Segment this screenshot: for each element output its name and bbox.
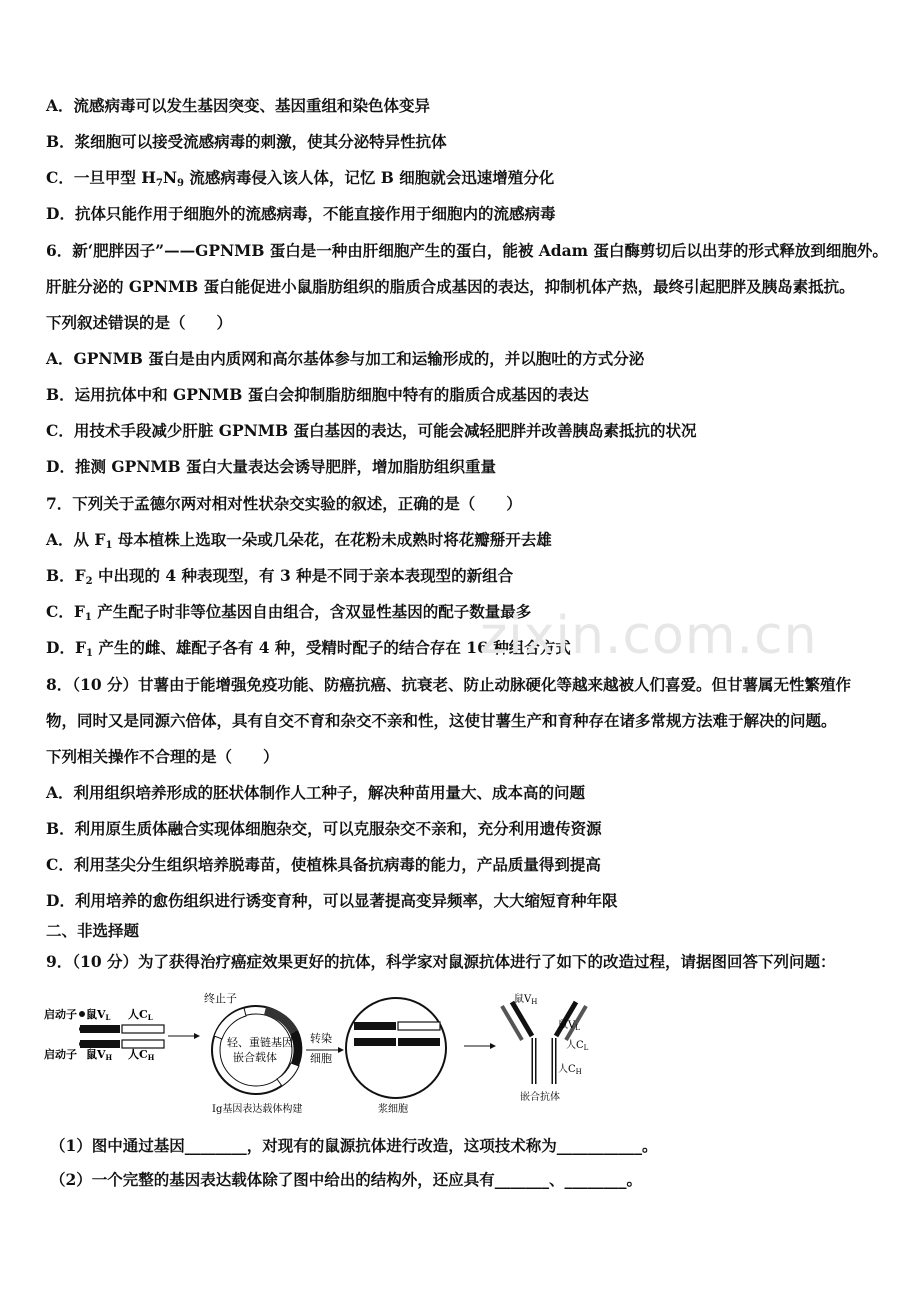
human-ch-segment: [122, 1040, 164, 1048]
promoter-label-top: 启动子: [44, 1008, 77, 1021]
q6-stem-line1: 6．新‘肥胖因子”——GPNMB 蛋白是一种由肝细胞产生的蛋白，能被 Adam 蛋白酶剪切后以出芽的形式释放到细胞外。: [46, 241, 888, 260]
arrow-1: [168, 1033, 200, 1039]
q8-option-d: D．利用培养的愈伤组织进行诱变育种，可以显著提高变异频率，大大缩短育种年限: [46, 891, 618, 910]
q9-subquestion-2: （2）一个完整的基因表达载体除了图中给出的结构外，还应具有_______、________。: [50, 1170, 643, 1189]
q8-option-c: C．利用茎尖分生组织培养脱毒苗，使植株具备抗病毒的能力，产品质量得到提高: [46, 855, 601, 874]
transfect-label-1: 转染: [310, 1032, 332, 1045]
q5-option-d: D．抗体只能作用于细胞外的流感病毒，不能直接作用于细胞内的流感病毒: [46, 204, 556, 223]
q5-option-a: A．流感病毒可以发生基因突变、基因重组和染色体变异: [46, 96, 431, 115]
plasma-cell: [346, 998, 446, 1115]
transfect-label-2: 细胞: [310, 1052, 332, 1065]
vector-label-line1: 轻、重链基因: [227, 1036, 293, 1049]
antibody-engineering-diagram: [44, 988, 604, 1120]
q9-subquestion-1: （1）图中通过基因________，对现有的鼠源抗体进行改造，这项技术称为___________。: [50, 1136, 658, 1155]
vector-label-line2: 嵌合载体: [233, 1051, 277, 1064]
q7-option-b: B．$F_2$ 中出现的 4 种表现型，有 3 种是不同于亲本表现型的新组合: [46, 566, 514, 587]
watermark: zixin.com.cn: [480, 606, 818, 666]
promoter-dot-bottom: [79, 1041, 85, 1047]
transfection-step: [306, 1031, 344, 1065]
promoter-dot-mid: [79, 1026, 85, 1032]
mouse-vl-segment: [80, 1025, 120, 1033]
antibody-mouse-vh-label: 鼠$V_H$: [514, 994, 538, 1006]
q6-stem-line2: 肝脏分泌的 GPNMB 蛋白能促进小鼠脂肪组织的脂质合成基因的表达，抑制机体产热，最终引起肥胖及胰岛素抵抗。: [46, 277, 855, 296]
q9-stem: 9．（10 分）为了获得治疗癌症效果更好的抗体，科学家对鼠源抗体进行了如下的改造过程，请据图回答下列问题：: [46, 952, 836, 971]
mouse-vh-segment: [80, 1040, 120, 1048]
q7-option-d: D．$F_1$ 产生的雌、雄配子各有 4 种，受精时配子的结合存在 16 种组合方式: [46, 638, 571, 659]
q7-option-c: C．$F_1$ 产生配子时非等位基因自由组合，含双显性基因的配子数量最多: [46, 602, 532, 623]
mouse-vl-label: 鼠VL: [86, 1008, 111, 1022]
antibody-caption: 嵌合抗体: [520, 1092, 560, 1103]
section-title: 二、非选择题: [46, 921, 140, 940]
promoter-dot-top: [79, 1011, 85, 1017]
q5-option-b: B．浆细胞可以接受流感病毒的刺激，使其分泌特异性抗体: [46, 132, 447, 151]
arrow-2: [464, 1043, 496, 1049]
q8-stem-line3: 下列相关操作不合理的是（ ）: [46, 747, 279, 766]
plasmid-vector: [204, 991, 302, 1115]
q8-option-b: B．利用原生质体融合实现体细胞杂交，可以克服杂交不亲和，充分利用遗传资源: [46, 819, 602, 838]
q5-option-c: C．一旦甲型 $H_7N_9$ 流感病毒侵入该人体，记忆 B 细胞就会迅速增殖分化: [46, 168, 555, 189]
antibody-human-ch-label: 人$C_H$: [558, 1064, 582, 1076]
q6-option-c: C．用技术手段减少肝脏 GPNMB 蛋白基因的表达，可能会减轻肥胖并改善胰岛素抵抗的状况: [46, 421, 697, 440]
q6-option-b: B．运用抗体中和 GPNMB 蛋白会抑制脂肪细胞中特有的脂质合成基因的表达: [46, 385, 589, 404]
mouse-vh-label: 鼠VH: [86, 1048, 113, 1062]
q8-stem-line2: 物，同时又是同源六倍体，具有自交不育和杂交不亲和性，这使甘薯生产和育种存在诸多常规方法难于解决的问题。: [46, 711, 837, 730]
q6-option-d: D．推测 GPNMB 蛋白大量表达会诱导肥胖，增加脂肪组织重量: [46, 457, 497, 476]
q7-option-a: A．从 $F_1$ 母本植株上选取一朵或几朵花，在花粉未成熟时将花瓣掰开去雄: [46, 530, 552, 551]
gene-constructs: [44, 1007, 164, 1062]
q6-option-a: A．GPNMB 蛋白是由内质网和高尔基体参与加工和运输形成的，并以胞吐的方式分泌: [46, 349, 645, 368]
q6-stem-line3: 下列叙述错误的是（ ）: [46, 313, 233, 332]
antibody-mouse-vl-label: 鼠$V_L$: [558, 1020, 580, 1032]
human-cl-label: 人CL: [128, 1008, 153, 1022]
human-ch-label: 人CH: [128, 1048, 155, 1062]
antibody-human-cl-label: 人$C_L$: [566, 1040, 589, 1052]
plasma-cell-caption: 浆细胞: [378, 1104, 408, 1115]
human-cl-segment: [122, 1025, 164, 1033]
promoter-label-bottom: 启动子: [44, 1048, 77, 1061]
q7-stem: 7．下列关于孟德尔两对相对性状杂交实验的叙述，正确的是（ ）: [46, 494, 522, 513]
chimeric-antibody: [502, 992, 589, 1103]
q8-stem-line1: 8．（10 分）甘薯由于能增强免疫功能、防癌抗癌、抗衰老、防止动脉硬化等越来越被人们喜爱。但甘薯属无性繁殖作: [46, 675, 852, 694]
vector-caption: Ig基因表达载体构建: [212, 1104, 303, 1115]
q8-option-a: A．利用组织培养形成的胚状体制作人工种子，解决种苗用量大、成本高的问题: [46, 783, 586, 802]
terminator-label: 终止子: [204, 992, 237, 1005]
